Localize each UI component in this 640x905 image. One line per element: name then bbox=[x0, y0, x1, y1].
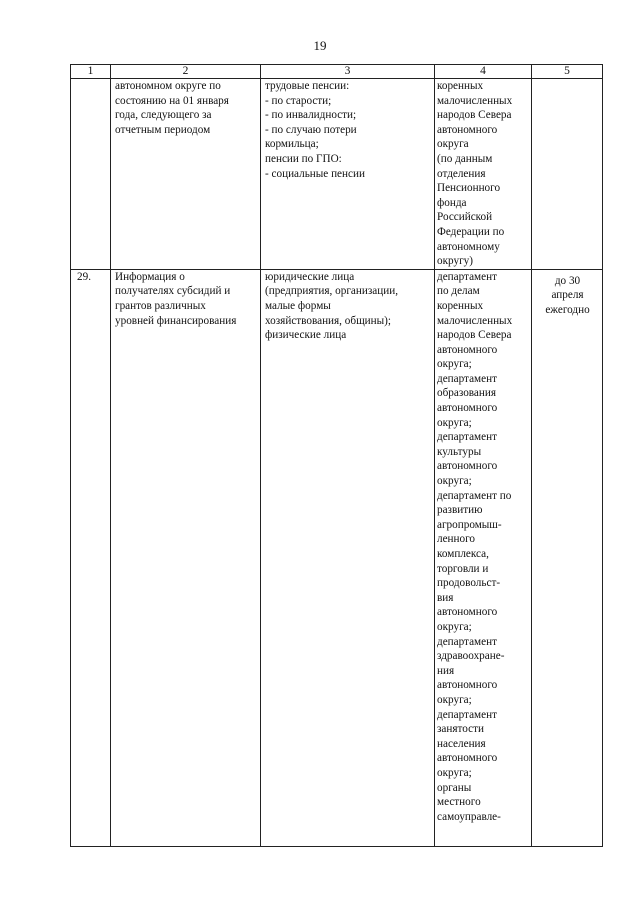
cell-text-line: юридические лица bbox=[265, 270, 355, 283]
cell-text-line: малочисленных bbox=[437, 314, 513, 327]
cell-text-line: департамент bbox=[437, 431, 497, 444]
cell-text-line: года, следующего за bbox=[115, 109, 212, 122]
cell-text-line: местного bbox=[437, 796, 481, 809]
cell-text-line: автономного bbox=[437, 606, 498, 619]
cell-text-line: уровней финансирования bbox=[115, 314, 237, 327]
cell-text-line: отделения bbox=[437, 167, 486, 180]
cell-text-line: автономного bbox=[437, 343, 498, 356]
cell-text-line: автономного bbox=[437, 402, 498, 415]
deadline-cell bbox=[532, 79, 603, 270]
table-row bbox=[71, 269, 603, 846]
cell-text-line: Информация о bbox=[115, 270, 185, 283]
cell-text-line: (по данным bbox=[437, 152, 493, 165]
table-row bbox=[71, 79, 603, 270]
cell-text-line: автономном округе по bbox=[115, 80, 221, 92]
cell-text-line: развитию bbox=[437, 504, 483, 517]
cell-text-line: органы bbox=[437, 781, 472, 794]
column-header-1: 1 bbox=[71, 65, 111, 79]
cell-text-line: департамент bbox=[437, 270, 497, 283]
cell-text-line: департамент bbox=[437, 708, 497, 721]
cell-text-line: до 30 bbox=[554, 274, 581, 287]
cell-text-line: округа; bbox=[437, 416, 472, 429]
information-description-cell bbox=[111, 79, 261, 270]
cell-text-line: малочисленных bbox=[437, 94, 513, 107]
cell-text-line: образования bbox=[437, 387, 497, 400]
cell-text-line: получателях субсидий и bbox=[115, 285, 231, 298]
cell-text-line: Пенсионного bbox=[437, 182, 501, 195]
column-header-2: 2 bbox=[111, 65, 261, 79]
cell-text-line: здравоохране- bbox=[437, 650, 505, 663]
cell-text-line: ленного bbox=[437, 533, 476, 546]
cell-text-line: народов Севера bbox=[437, 329, 512, 342]
cell-text-line: Российской bbox=[437, 211, 493, 224]
cell-text-line: - по старости; bbox=[265, 94, 332, 107]
information-description-cell bbox=[111, 269, 261, 846]
column-header-5: 5 bbox=[532, 65, 603, 79]
cell-text-line: округу) bbox=[437, 255, 473, 268]
cell-text-line: Федерации по bbox=[437, 225, 505, 238]
cell-text-line: физические лица bbox=[265, 329, 347, 342]
cell-text-line: автономного bbox=[437, 679, 498, 692]
cell-text-line: ежегодно bbox=[545, 303, 590, 316]
cell-text-line: пенсии по ГПО: bbox=[265, 152, 342, 165]
cell-text-line: агропромыш- bbox=[437, 518, 502, 531]
cell-text-line: кормильца; bbox=[265, 138, 319, 151]
cell-text-line: коренных bbox=[437, 80, 484, 92]
cell-text-line: - социальные пенсии bbox=[265, 167, 365, 180]
cell-text-line: населения bbox=[437, 737, 486, 750]
cell-text-line: культуры bbox=[437, 445, 482, 458]
cell-text-line: округа; bbox=[437, 475, 472, 488]
cell-text-line: округа; bbox=[437, 358, 472, 371]
cell-text-line: - по инвалидности; bbox=[265, 109, 357, 122]
cell-text-line: департамент bbox=[437, 372, 497, 385]
cell-text-line: грантов различных bbox=[115, 299, 206, 312]
cell-text-line: торговли и bbox=[437, 562, 489, 575]
table-header-row bbox=[71, 65, 603, 79]
cell-text-line: отчетным периодом bbox=[115, 123, 211, 136]
deadline-cell bbox=[532, 269, 603, 846]
respondents-cell bbox=[261, 269, 435, 846]
cell-text-line: по делам bbox=[437, 285, 480, 298]
cell-text-line: (предприятия, организации, bbox=[265, 285, 399, 298]
row-number: 29. bbox=[71, 269, 111, 846]
cell-text-line: округа; bbox=[437, 620, 472, 633]
cell-text-line: народов Севера bbox=[437, 109, 512, 122]
cell-text-line: округа; bbox=[437, 766, 472, 779]
responsible-authority-cell bbox=[435, 79, 532, 270]
cell-text-line: коренных bbox=[437, 299, 484, 312]
cell-text-line: округа bbox=[437, 138, 469, 151]
page-number: 19 bbox=[313, 38, 327, 53]
cell-text-line: автономного bbox=[437, 752, 498, 765]
column-header-4: 4 bbox=[435, 65, 532, 79]
cell-text-line: округа; bbox=[437, 693, 472, 706]
cell-text-line: малые формы bbox=[265, 299, 331, 312]
column-header-3: 3 bbox=[261, 65, 435, 79]
report-table bbox=[70, 64, 603, 847]
cell-text-line: ния bbox=[437, 664, 455, 677]
cell-text-line: фонда bbox=[437, 196, 467, 209]
cell-text-line: департамент bbox=[437, 635, 497, 648]
cell-text-line: состоянию на 01 января bbox=[115, 94, 229, 107]
cell-text-line: комплекса, bbox=[437, 548, 489, 560]
cell-text-line: автономного bbox=[437, 123, 498, 136]
cell-text-line: трудовые пенсии: bbox=[265, 80, 350, 92]
responsible-authority-cell bbox=[435, 269, 532, 846]
row-number bbox=[71, 79, 111, 270]
cell-text-line: автономного bbox=[437, 460, 498, 473]
respondents-cell bbox=[261, 79, 435, 270]
cell-text-line: продовольст- bbox=[437, 577, 501, 590]
cell-text-line: автономному bbox=[437, 240, 500, 253]
cell-text-line: - по случаю потери bbox=[265, 123, 357, 136]
cell-text-line: вия bbox=[437, 591, 454, 604]
cell-text-line: занятости bbox=[437, 723, 484, 736]
cell-text-line: самоуправле- bbox=[437, 810, 501, 823]
cell-text-line: департамент по bbox=[437, 489, 512, 502]
cell-text-line: апреля bbox=[551, 289, 584, 302]
cell-text-line: хозяйствования, общины); bbox=[265, 314, 392, 327]
